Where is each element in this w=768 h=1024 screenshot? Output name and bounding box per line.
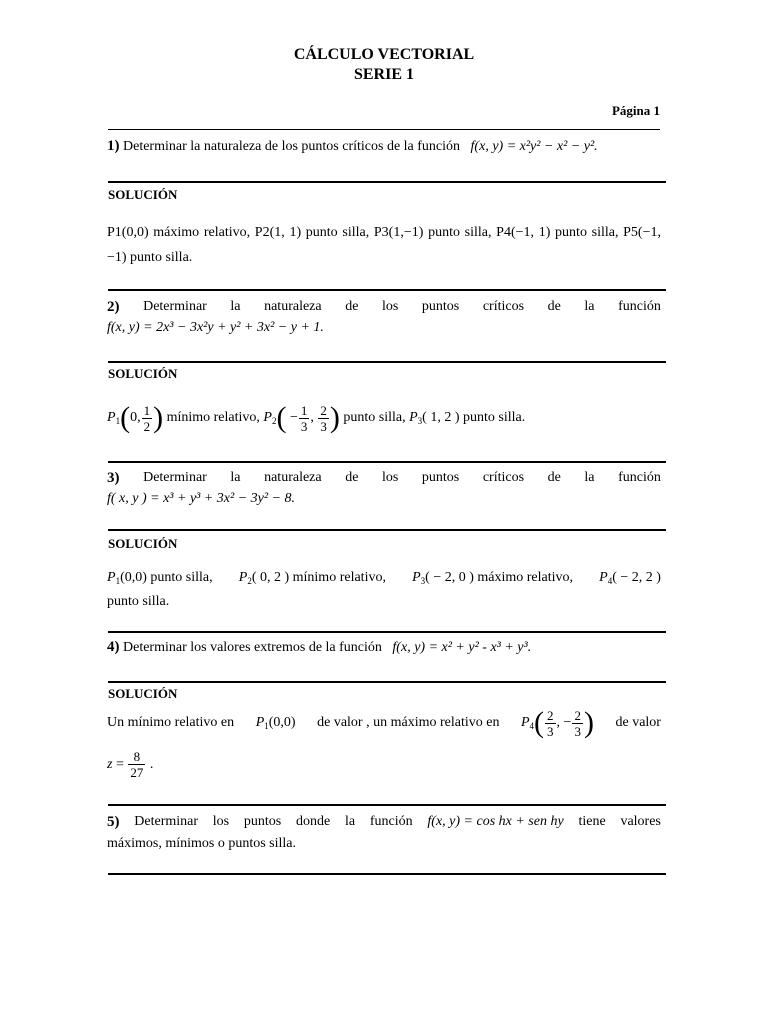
problem-4-number: 4) <box>107 639 120 655</box>
word: la <box>230 299 241 314</box>
solution-4-text: de valor , un máximo relativo en <box>317 715 500 730</box>
problem-5-number: 5) <box>107 814 120 830</box>
fraction: $\frac{2}{3}$ <box>547 707 554 739</box>
word: puntos <box>421 470 460 485</box>
document-title: CÁLCULO VECTORIAL <box>293 46 475 63</box>
solution-4-label: SOLUCIÓN <box>108 686 178 701</box>
page-number: Página 1 <box>611 103 660 118</box>
problem-5-function: f(x, y) = cos hx + sen hy <box>427 814 564 829</box>
solution-3-text: punto silla. <box>107 594 170 609</box>
problem-3-number: 3) <box>107 470 120 486</box>
solution-2-text-2: punto silla, <box>343 410 406 426</box>
divider <box>108 681 666 683</box>
word: la <box>584 299 595 314</box>
solution-3-line-1: $P_1(0,0)$ punto silla, $P_2$( 0, 2 ) mínimo relativo, $P_3( - 2$, 0 ) máximo relativo, $P_4( - 2$, 2 ) <box>107 570 661 586</box>
problem-1-statement <box>107 136 661 157</box>
word: puntos <box>421 299 460 314</box>
word: naturaleza <box>264 470 322 485</box>
word: valores <box>620 814 661 829</box>
fraction: $\frac{2}{3}$ <box>574 707 581 739</box>
problem-4-statement <box>107 637 661 658</box>
solution-2-line: $P_1(0$, $\frac{1}{2}$ ) mínimo relativo, $P_2$( − $\frac{1}{3}$ , $\frac{2}{3}$ ) punto silla, $P_3$( 1, 2 ) punto silla. <box>107 401 526 434</box>
problem-1-text: Determinar la naturaleza de los puntos críticos de la función <box>123 139 461 154</box>
solution-4-text: Un mínimo relativo en <box>107 715 235 730</box>
problem-3-function-line <box>107 489 661 509</box>
word: tiene <box>578 814 606 829</box>
divider <box>108 529 666 531</box>
word: donde <box>296 814 331 829</box>
solution-2-text-1: mínimo relativo, <box>166 410 260 426</box>
fraction: $\frac{1}{2}$ <box>143 402 151 434</box>
divider <box>108 631 666 633</box>
divider <box>108 361 666 363</box>
word: la <box>344 814 356 829</box>
word: críticos <box>482 470 525 485</box>
word: función <box>618 299 661 314</box>
divider <box>108 181 666 183</box>
word: función <box>369 814 413 829</box>
word: los <box>212 814 230 829</box>
problem-5-line-2 <box>107 834 661 854</box>
problem-4-text: Determinar los valores extremos de la función <box>123 640 382 655</box>
word: los <box>381 299 399 314</box>
document-subtitle: SERIE 1 <box>353 66 415 83</box>
word: Determinar <box>143 470 207 485</box>
divider <box>108 461 666 463</box>
word: la <box>230 470 241 485</box>
problem-5-text: máximos, mínimos o puntos silla. <box>107 836 297 851</box>
problem-2-number: 2) <box>107 299 120 315</box>
problem-2-statement <box>107 297 661 317</box>
solution-2-text-3: punto silla. <box>462 410 526 426</box>
fraction: $\frac{2}{3}$ <box>320 402 327 434</box>
problem-1-number: 1) <box>107 138 120 154</box>
solution-3-text: mínimo relativo, <box>292 570 386 585</box>
problem-1-function: f(x, y) = x²y² − x² − y². <box>470 139 598 154</box>
word: puntos <box>243 814 282 829</box>
word: función <box>618 470 661 485</box>
problem-3-statement <box>107 468 661 488</box>
divider <box>108 873 666 875</box>
word: de <box>547 299 561 314</box>
divider <box>108 289 666 291</box>
word: Determinar <box>143 299 207 314</box>
solution-3-text: máximo relativo, <box>477 570 574 585</box>
word: de <box>345 470 359 485</box>
word: naturaleza <box>264 299 322 314</box>
solution-2-label: SOLUCIÓN <box>108 366 178 381</box>
solution-3-line-2 <box>107 592 661 612</box>
solution-1-line-1 <box>107 220 661 270</box>
problem-2-function-line <box>107 318 661 338</box>
solution-1-text: P1(0,0) máximo relativo, P2(1, 1) punto silla, P3(1,−1) punto silla, P4(−1, 1) punto silla, P5(−1, −1) punto silla. <box>107 225 661 265</box>
word: de <box>345 299 359 314</box>
solution-4-line-2: z = $\frac{8}{27}$ . <box>107 749 154 781</box>
divider <box>108 804 666 806</box>
fraction: $\frac{8}{27}$ <box>130 749 144 781</box>
solution-3-label: SOLUCIÓN <box>108 536 178 551</box>
solution-4-line-1: Un mínimo relativo en $P_1(0,0)$ de valor , un máximo relativo en $P_4$( $\frac{2}{3}$ , − $\frac{2}{3}$ ) de valor <box>107 703 661 746</box>
word: de <box>547 470 561 485</box>
word: los <box>381 470 399 485</box>
solution-3-text: punto silla, <box>150 570 213 585</box>
fraction: $\frac{1}{3}$ <box>300 402 308 434</box>
problem-2-function: f(x, y) = 2x³ − 3x²y + y² + 3x² − y + 1. <box>107 320 324 335</box>
word: la <box>584 470 595 485</box>
word: críticos <box>482 299 525 314</box>
solution-1-label: SOLUCIÓN <box>108 187 178 202</box>
header-rule <box>108 129 660 130</box>
problem-5-statement <box>107 812 661 832</box>
solution-4-text: de valor <box>615 715 661 730</box>
problem-3-function: f( x, y ) = x³ + y³ + 3x² − 3y² − 8. <box>107 491 296 506</box>
word: Determinar <box>134 814 199 829</box>
problem-4-function: f(x, y) = x² + y² - x³ + y³. <box>392 640 532 655</box>
